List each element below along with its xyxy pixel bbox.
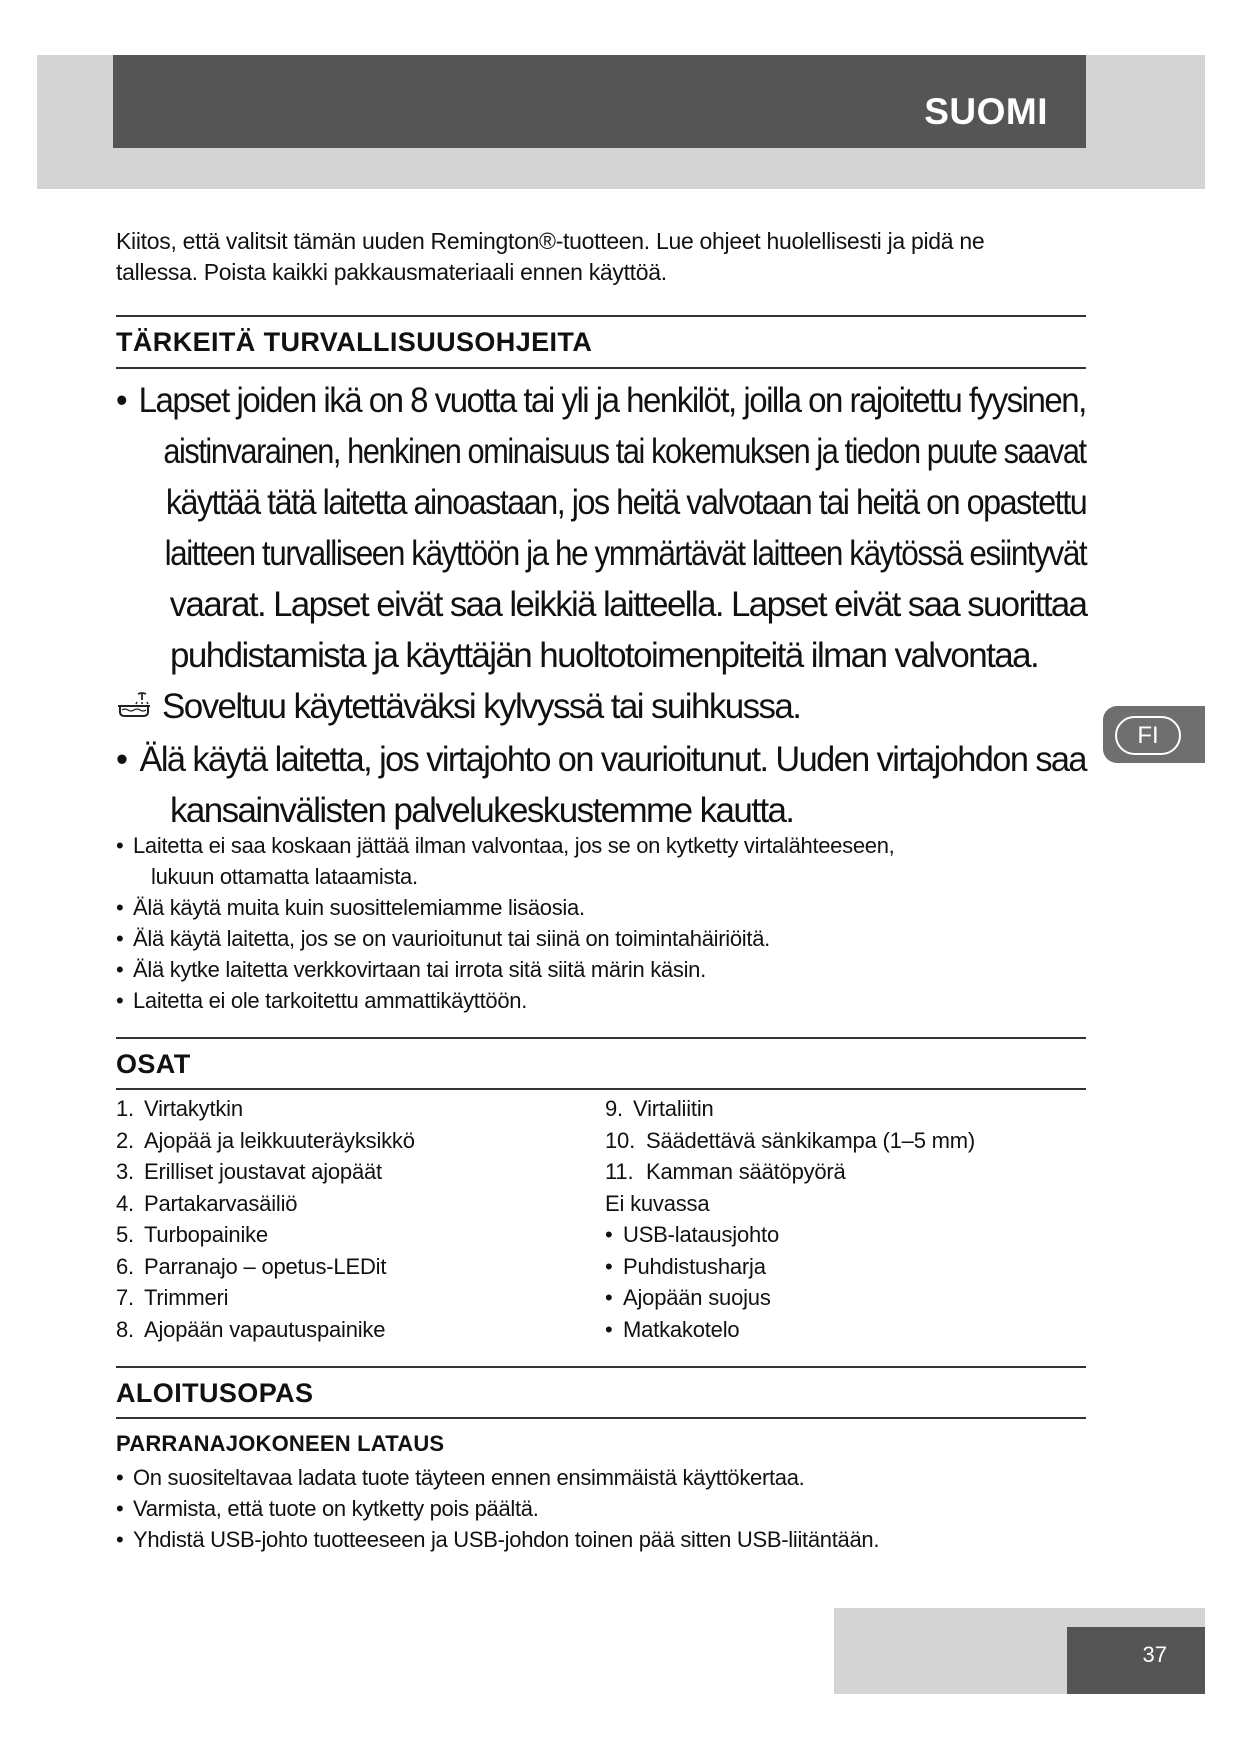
safety-small-list bbox=[116, 830, 1086, 1016]
safety-large-line: Soveltuu käytettäväksi kylvyssä tai suihkussa. bbox=[162, 687, 801, 726]
list-item: • Matkakotelo bbox=[605, 1316, 740, 1342]
safety-large-line: kansainvälisten palvelukeskustemme kautta. bbox=[170, 791, 794, 831]
safety-large-line: aistinvarainen, henkinen ominaisuus tai kokemuksen ja tiedon puute saavat bbox=[163, 432, 1086, 471]
charging-subheading: PARRANAJOKONEEN LATAUS bbox=[116, 1431, 445, 1456]
safety-large-line: puhdistamista ja käyttäjän huoltotoimenpiteitä ilman valvontaa. bbox=[170, 636, 1039, 675]
list-item: • Yhdistä USB-johto tuotteeseen ja USB-johdon toinen pää sitten USB-liitäntään. bbox=[116, 1527, 880, 1552]
section-rule bbox=[116, 1088, 1086, 1090]
intro-paragraph bbox=[116, 226, 1086, 288]
list-item: • Laitetta ei ole tarkoitettu ammattikäyttöön. bbox=[116, 988, 528, 1013]
list-item: 2. Ajopää ja leikkuuteräyksikkö bbox=[116, 1127, 415, 1153]
safety-heading: TÄRKEITÄ TURVALLISUUSOHJEITA bbox=[116, 327, 593, 357]
list-item: 4. Partakarvasäiliö bbox=[116, 1190, 298, 1216]
list-item: • USB-latausjohto bbox=[605, 1222, 779, 1247]
parts-list-left bbox=[116, 1093, 415, 1345]
list-item: • Älä kytke laitetta verkkovirtaan tai irrota sitä siitä märin käsin. bbox=[116, 957, 706, 982]
not-shown-label: Ei kuvassa bbox=[605, 1190, 710, 1216]
header-bar bbox=[113, 55, 1086, 148]
section-rule bbox=[116, 1366, 1086, 1368]
safety-large-line: Älä käytä laitetta, jos virtajohto on vaurioitunut. Uuden virtajohdon saa bbox=[139, 740, 1086, 780]
list-item: 8. Ajopään vapautuspainike bbox=[116, 1316, 386, 1342]
list-item: 5. Turbopainike bbox=[116, 1222, 268, 1247]
section-rule bbox=[116, 1417, 1086, 1419]
quickstart-heading: ALOITUSOPAS bbox=[116, 1378, 314, 1408]
list-item: • Varmista, että tuote on kytketty pois päältä. bbox=[116, 1496, 539, 1521]
section-rule bbox=[116, 367, 1086, 369]
list-item: • Älä käytä laitetta, jos se on vaurioitunut tai siinä on toimintahäiriöitä. bbox=[116, 926, 770, 951]
bullet: • bbox=[116, 740, 127, 780]
list-item: • Laitetta ei saa koskaan jättää ilman valvontaa, jos se on kytketty virtalähteeseen, bbox=[116, 833, 895, 858]
section-rule bbox=[116, 315, 1086, 317]
list-item: 1. Virtakytkin bbox=[116, 1096, 243, 1121]
list-item: 11. Kamman säätöpyörä bbox=[605, 1159, 846, 1184]
list-item: 3. Erilliset joustavat ajopäät bbox=[116, 1159, 382, 1184]
list-item: lukuun ottamatta lataamista. bbox=[151, 864, 418, 889]
safety-large-line: laitteen turvalliseen käyttöön ja he ymmärtävät laitteen käytössä esiintyvät bbox=[164, 534, 1087, 573]
list-item: 6. Parranajo – opetus-LEDit bbox=[116, 1253, 387, 1279]
section-rule bbox=[116, 1037, 1086, 1039]
quickstart-list bbox=[116, 1462, 1086, 1555]
safety-large-line: Lapset joiden ikä on 8 vuotta tai yli ja henkilöt, joilla on rajoitettu fyysinen, bbox=[138, 381, 1086, 420]
list-item: 7. Trimmeri bbox=[116, 1285, 229, 1310]
parts-list-right bbox=[605, 1093, 975, 1345]
page-number-box bbox=[1067, 1627, 1205, 1694]
intro-line: tallessa. Poista kaikki pakkausmateriaali ennen käyttöä. bbox=[116, 259, 667, 285]
bath-shower-icon bbox=[116, 683, 152, 734]
list-item: • Älä käytä muita kuin suosittelemiamme lisäosia. bbox=[116, 895, 585, 920]
parts-heading: OSAT bbox=[116, 1049, 191, 1079]
safety-large-text bbox=[116, 375, 1086, 836]
list-item: • Ajopään suojus bbox=[605, 1285, 771, 1310]
list-item: • On suositeltavaa ladata tuote täyteen ennen ensimmäistä käyttökertaa. bbox=[116, 1465, 805, 1490]
safety-large-line: käyttää tätä laitetta ainoastaan, jos heitä valvotaan tai heitä on opastettu bbox=[165, 483, 1087, 522]
bullet: • bbox=[116, 381, 127, 420]
list-item: 10. Säädettävä sänkikampa (1–5 mm) bbox=[605, 1127, 976, 1153]
list-item: • Puhdistusharja bbox=[605, 1253, 766, 1279]
language-title: SUOMI bbox=[924, 91, 1048, 132]
intro-line: Kiitos, että valitsit tämän uuden Remington®-tuotteen. Lue ohjeet huolellisesti ja pidä ne bbox=[116, 228, 985, 254]
safety-large-line: vaarat. Lapset eivät saa leikkiä laitteella. Lapset eivät saa suorittaa bbox=[169, 585, 1087, 624]
page-number: 37 bbox=[1142, 1642, 1167, 1667]
language-tab bbox=[1103, 706, 1205, 763]
language-code: FI bbox=[1115, 716, 1181, 755]
list-item: 9. Virtaliitin bbox=[605, 1096, 714, 1121]
